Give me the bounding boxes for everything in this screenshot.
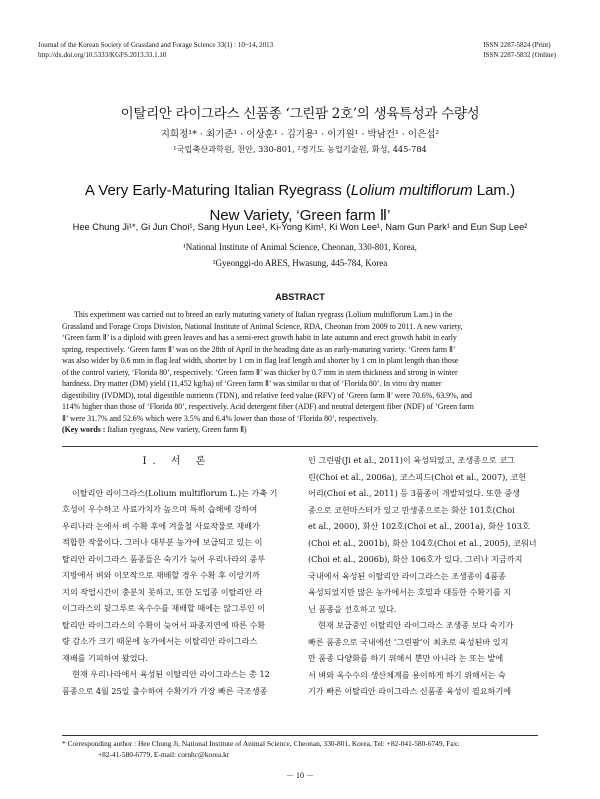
body-line: 린(Choi et al., 2006a), 코스피드(Choi et al., 2007), 코헌 [308, 471, 527, 482]
abstract-line: 114% higher than those of ‘Florida 80’, respectively. Acid detergent fiber (ADF) and neutral detergent fiber (NDF) of ‘Green farm [62, 402, 474, 411]
body-line: 우리나라 논에서 벼 수확 후에 겨울철 사료작물로 재배가 [62, 520, 260, 531]
body-line: (Choi et al., 2001b), 화산 104호(Choi et al., 2005), 코워너 [308, 537, 537, 548]
body-line: 종으로 코헌마스터가 있고 만생종으로는 화산 101호(Choi [308, 504, 515, 515]
body-line: 현재 우리나라에서 육성된 이탈리안 라이그라스는 총 12 [72, 669, 270, 679]
abstract-line: Grassland and Forage Crops Division, National Institute of Animal Science, RDA, Cheonan from 2009 to 2011. A new variety, [62, 321, 463, 331]
abstract-line: was also wider by 0.6 mm in flag leaf width, shorter by 1 cm in flag leaf length and shorter by 1 cm in plant length than those [62, 356, 459, 365]
section-heading-introduction: Ⅰ. 서 론 [142, 456, 212, 467]
body-line: 재배를 기피하여 왔었다. [62, 652, 148, 663]
body-column-right [308, 452, 538, 700]
issn-print: ISSN 2287-5824 (Print) [483, 41, 551, 49]
abstract-line: Ⅱ’ were 31.7% and 52.6% which were 3.5% and 6.4% lower than those of ‘Florida 80’, respectively. [62, 413, 379, 423]
body-line: (Choi et al., 2006b), 화산 106호가 있다. 그러나 지금까지 [308, 554, 523, 564]
body-line: 닌 품종을 선호하고 있다. [308, 603, 397, 614]
body-line: 서 벼와 옥수수의 생산체계를 용이하게 하기 위해서는 숙 [308, 669, 506, 680]
species-name: Lolium multiflorum [350, 182, 473, 199]
body-line: 국내에서 육성된 이탈리안 라이그라스는 조생종이 4품종 [308, 570, 506, 581]
english-affiliations [0, 239, 600, 271]
body-line: 기가 빠른 이탈리안 라이그라스 신품종 육성이 필요하기에 [308, 686, 512, 696]
body-line: 현재 보급중인 이탈리안 라이그라스 조생종 보다 숙기가 [318, 620, 514, 630]
abstract-line: hardness. Dry matter (DM) yield (11,452 kg/ha) of ‘Green farm Ⅱ’ was similar to that of ‘Florida 80’. In vitro dry matter [62, 379, 442, 388]
body-line: 호성이 우수하고 사료가치가 높으며 특히 습해에 강하여 [62, 504, 258, 514]
footnote-divider [62, 735, 538, 736]
affiliation-1: ¹National Institute of Animal Science, Cheonan, 330-801, Korea, [183, 242, 417, 252]
body-line: 적합한 작물이다. 그러나 대부분 농가에 보급되고 있는 이 [62, 537, 263, 547]
body-line: 이탈리안 라이그라스(Lolium multiflorum L.)는 가축 기 [72, 487, 278, 498]
korean-authors: 지희정¹* · 최기준¹ · 이상훈¹ · 김기용¹ · 이기원¹ · 박남건¹ · 이은섭² [160, 129, 440, 140]
abstract-divider [62, 446, 538, 447]
journal-citation: Journal of the Korean Society of Grassland and Forage Science 33(1) : 10~14, 2013 [38, 41, 274, 49]
english-authors: Hee Chung Ji¹*, Gi Jun Choi¹, Sang Hyun Lee¹, Ki-Yong Kim¹, Ki Won Lee¹, Nam Gun Park¹ and Eun Sup Lee² [72, 222, 528, 232]
page-number: － 10 － [286, 771, 314, 780]
abstract-line: of the control variety, ‘Florida 80’, respectively. ‘Green farm Ⅱ’ was thicker by 0.7 mm in stem thickness and strong in winter [62, 367, 458, 377]
body-line: et al., 2000), 화산 102호(Choi et al., 2001a), 화산 103호 [308, 521, 530, 531]
english-title [0, 178, 600, 228]
title-text: Lam.) [472, 182, 516, 199]
korean-affiliation: ¹국립축산과학원, 천안, 330-801, ²경기도 농업기술원, 화성, 445-784 [173, 144, 427, 154]
issn-online: ISSN 2287-5832 (Online) [483, 51, 556, 59]
body-line: 지방에서 벼와 이모작으로 재배할 경우 수확 후 이앙기까 [62, 570, 260, 580]
body-line: 어리(Choi et al., 2011) 등 3품종이 개발되었다. 또한 중생 [308, 488, 520, 498]
body-line: 육성되었지만 많은 농가에서는 호밀과 대등한 수확기를 지 [308, 587, 512, 597]
body-line: 지의 작업시간이 충분치 못하고, 또한 도입종 이탈리안 라 [62, 586, 263, 597]
body-line: 탈리안 라이그라스 품종들은 숙기가 늦어 우리나라의 중부 [62, 553, 266, 564]
body-line: 만 품종 다양화를 하기 위해서 뿐만 아니라 논 또는 밭에 [308, 653, 504, 663]
footnote-line: * Corresponding author : Hee Chung Ji, National Institute of Animal Science, Cheonan, 330-801, Korea, Tel: +82-041-580-6749, Fax: [62, 739, 460, 748]
english-title-line2: New Variety, ‘Green farm Ⅱ’ [209, 207, 391, 224]
abstract-body [62, 309, 538, 436]
keywords [62, 424, 538, 436]
doi-link[interactable]: http://dx.doi.org/10.5333/KGFS.2013.33.1.10 [38, 51, 167, 59]
body-line: 량 감소가 크기 때문에 농가에서는 이탈리안 라이그라스 [62, 636, 258, 646]
english-title-line1 [0, 178, 600, 203]
body-line: 빠른 품종으로 국내에선 ‘그린팜’이 최초로 육성된바 있지 [308, 636, 509, 647]
abstract-line: digestibility (IVDMD), total digestible nutrients (TDN), and relative feed value (RFV) of ‘Green farm Ⅱ’ were 70.6%, 63.9%, and [62, 390, 472, 400]
abstract-line: spring, respectively. ‘Green farm Ⅱ’ was on the 28th of April in the heading date as an early-maturing variety. ‘Green farm Ⅱ’ [62, 344, 456, 354]
abstract-line: ‘Green farm Ⅱ’ is a diploid with green leaves and has a semi-erect growth habit in late autumn and erect growth habit in early [62, 333, 457, 342]
body-line: 탈리안 라이그라스의 수확이 늦어서 파종지연에 따른 수확 [62, 619, 266, 630]
keywords-label: (Key words : [62, 425, 106, 434]
corresponding-author-footnote [62, 738, 538, 760]
body-line: 이그라스의 뒷그루로 옥수수를 재배할 때에는 않그루인 이 [62, 603, 266, 613]
abstract-heading: ABSTRACT [275, 292, 325, 302]
body-line: 품종으로 4월 25일 출수하여 수확기가 가장 빠른 극조생종 [62, 685, 268, 696]
affiliation-2: ²Gyeonggi-do ARES, Hwasung, 445-784, Korea [212, 258, 388, 268]
keywords-text: Italian ryegrass, New variety, Green farm Ⅱ) [105, 425, 247, 434]
title-text: A Very Early-Maturing Italian Ryegrass ( [84, 182, 351, 199]
body-column-left [62, 452, 292, 699]
abstract-line: This experiment was carried out to breed an early maturing variety of Italian ryegrass (Lolium multiflorum Lam.) in the [74, 310, 453, 319]
korean-title: 이탈리안 라이그라스 신품종 ‘그린팜 2호’의 생육특성과 수량성 [120, 106, 480, 122]
body-line: 인 그린팜(Ji et al., 2011)이 육성되었고, 조생종으로 코그 [308, 455, 515, 465]
footnote-line: +82-41-580-6779, E-mail: cornhc@korea.kr [98, 750, 230, 759]
